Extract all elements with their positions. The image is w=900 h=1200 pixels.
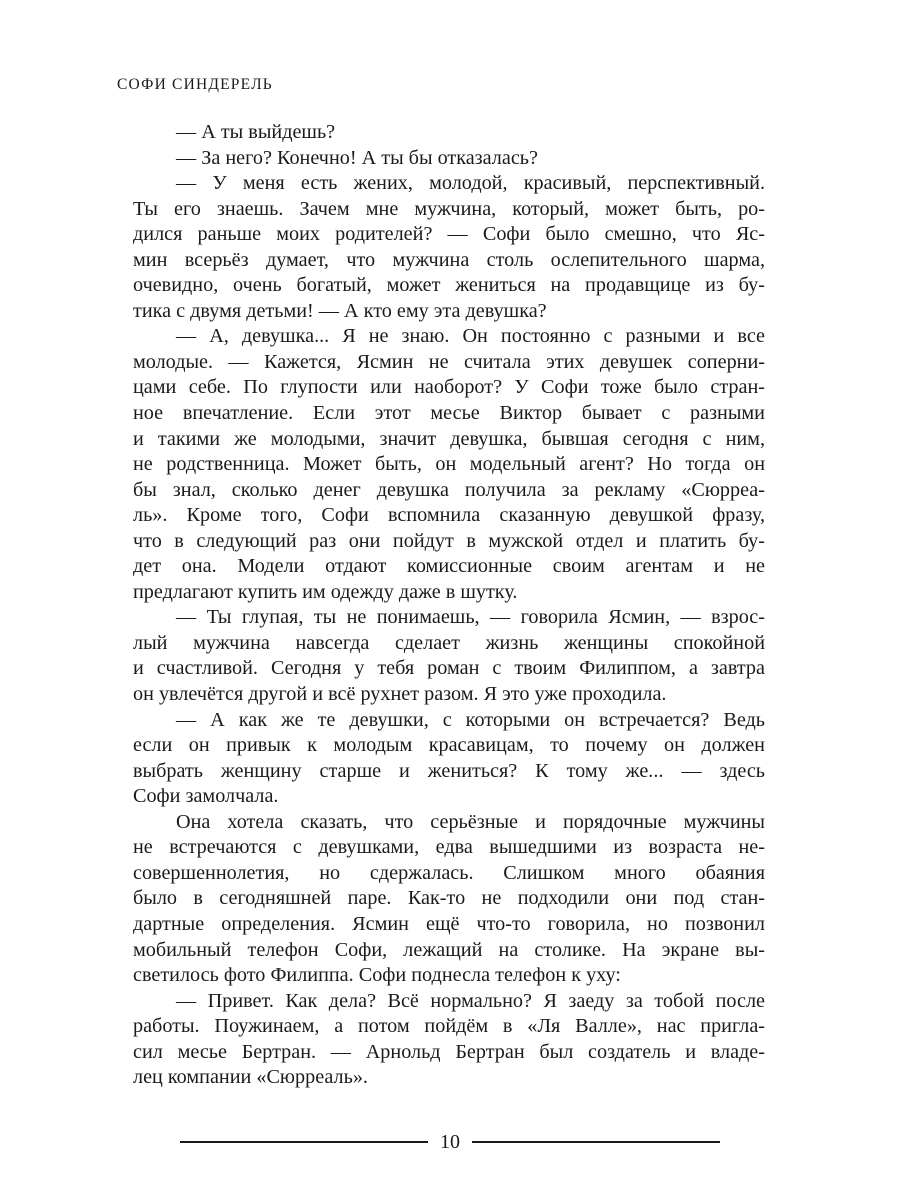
text-line: светилось фото Филиппа. Софи поднесла телефон к уху:: [133, 964, 621, 987]
page-footer: [180, 1128, 720, 1158]
text-line: молодые. — Кажется, Ясмин не считала этих девушек соперни-: [133, 350, 765, 373]
text-line: — А ты выйдешь?: [176, 121, 336, 143]
text-line: и счастливой. Сегодня у тебя роман с твоим Филиппом, а завтра: [133, 657, 765, 680]
text-line: очевидно, очень богатый, может жениться на продавщице из бу-: [133, 274, 765, 297]
text-line: лец компании «Сюрреаль».: [133, 1066, 368, 1089]
text-line: если он привык к молодым красавицам, то почему он должен: [133, 734, 765, 757]
text-line: — Привет. Как дела? Всё нормально? Я заеду за тобой после: [176, 989, 765, 1012]
text-line: выбрать женщину старше и жениться? К тому же... — здесь: [133, 759, 765, 782]
text-line: ль». Кроме того, Софи вспомнила сказанную девушкой фразу,: [133, 504, 765, 527]
text-line: и такими же молодыми, значит девушка, бывшая сегодня с ним,: [133, 427, 765, 450]
text-line: работы. Поужинаем, а потом пойдём в «Ля Валле», нас пригла-: [133, 1015, 765, 1038]
text-line: — А, девушка... Я не знаю. Он постоянно с разными и все: [176, 325, 765, 348]
page-number: 10: [440, 1131, 460, 1153]
text-line: — Ты глупая, ты не понимаешь, — говорила Ясмин, — взрос-: [176, 606, 765, 629]
text-line: мин всерьёз думает, что мужчина столь ослепительного шарма,: [133, 248, 765, 271]
text-line: дартные определения. Ясмин ещё что-то говорила, но позвонил: [133, 912, 765, 935]
text-line: не встречаются с девушками, едва вышедшими из возраста не-: [133, 836, 765, 859]
text-line: не родственница. Может быть, он модельный агент? Но тогда он: [133, 453, 765, 476]
footer-rule-right: [472, 1141, 720, 1143]
text-line: было в сегодняшней паре. Как-то не подходили они под стан-: [133, 887, 765, 910]
text-line: ное впечатление. Если этот месье Виктор бывает с разными: [133, 402, 765, 425]
running-head: СОФИ СИНДЕРЕЛЬ: [117, 76, 273, 93]
text-line: что в следующий раз они пойдут в мужской отдел и платить бу-: [133, 529, 765, 552]
text-line: — А как же те девушки, с которыми он встречается? Ведь: [176, 708, 765, 731]
text-line: предлагают купить им одежду даже в шутку.: [133, 580, 518, 603]
text-line: Она хотела сказать, что серьёзные и порядочные мужчины: [176, 810, 765, 833]
text-line: — У меня есть жених, молодой, красивый, перспективный.: [176, 172, 765, 195]
text-line: сил месье Бертран. — Арнольд Бертран был создатель и владе-: [133, 1040, 765, 1063]
text-line: совершеннолетия, но сдержалась. Слишком много обаяния: [133, 861, 765, 884]
text-line: мобильный телефон Софи, лежащий на столике. На экране вы-: [133, 938, 765, 961]
text-line: дился раньше моих родителей? — Софи было смешно, что Яс-: [133, 223, 765, 246]
text-line: тика с двумя детьми! — А кто ему эта девушка?: [133, 299, 547, 322]
text-line: Софи замолчала.: [133, 785, 279, 808]
text-line: дет она. Модели отдают комиссионные своим агентам и не: [133, 555, 765, 578]
body-text: [133, 120, 765, 1091]
text-line: бы знал, сколько денег девушка получила за рекламу «Сюрреа-: [133, 478, 765, 501]
text-line: — За него? Конечно! А ты бы отказалась?: [176, 146, 538, 169]
text-line: лый мужчина навсегда сделает жизнь женщины спокойной: [133, 631, 765, 654]
text-line: он увлечётся другой и всё рухнет разом. Я это уже проходила.: [133, 683, 667, 706]
text-line: цами себе. По глупости или наоборот? У Софи тоже было стран-: [133, 376, 765, 399]
text-line: Ты его знаешь. Зачем мне мужчина, который, может быть, ро-: [133, 197, 765, 220]
